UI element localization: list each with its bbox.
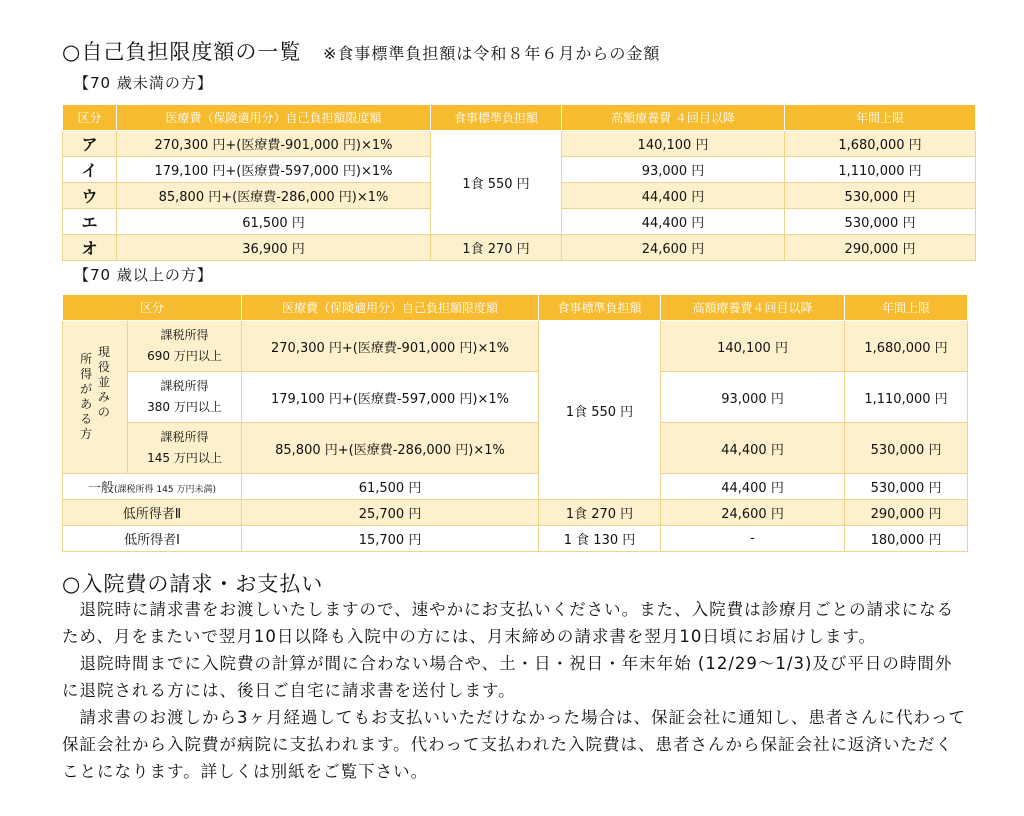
header-limit: 医療費（保険適用分）自己負担額限度額 — [117, 105, 431, 131]
low1-label: 低所得者Ⅰ — [63, 526, 242, 552]
section-title-billing: ○入院費の請求・お支払い — [62, 572, 324, 596]
high-cost-cell: 140,100 円 — [661, 321, 845, 372]
header-high-cost: 高額療養費 ４回目以降 — [562, 105, 785, 131]
category-cell — [128, 423, 242, 474]
annual-cell: 1,110,000 円 — [785, 157, 976, 183]
annual-cell: 530,000 円 — [785, 183, 976, 209]
header-annual: 年間上限 — [785, 105, 976, 131]
annual-cell: 290,000 円 — [845, 500, 968, 526]
row-label: イ — [63, 157, 117, 183]
limit-cell: 270,300 円+(医療費-901,000 円)×1% — [117, 131, 431, 157]
header-meal: 食事標準負担額 — [431, 105, 562, 131]
high-cost-cell: 44,400 円 — [661, 423, 845, 474]
paragraph-1: 退院時に請求書をお渡しいたしますので、速やかにお支払いください。また、入院費は診療月ごとの請求になるため、月をまたいで翌月10日以降も入院中の方には、月末締めの請求書を翌月10日頃にお届けします。 — [62, 600, 955, 646]
meal-cell: 1食 550 円 — [539, 321, 661, 500]
meal-cell: 1食 270 円 — [539, 500, 661, 526]
category-line2: 380 万円以上 — [147, 400, 222, 414]
limit-cell: 85,800 円+(医療費-286,000 円)×1% — [242, 423, 539, 474]
meal-cell: 1食 550 円 — [431, 131, 562, 235]
high-cost-cell: 24,600 円 — [661, 500, 845, 526]
high-cost-cell: 93,000 円 — [562, 157, 785, 183]
section-title-limits — [62, 36, 660, 66]
row-label: ア — [63, 131, 117, 157]
table-row — [63, 131, 976, 157]
table-over70 — [62, 294, 968, 552]
high-cost-cell: 44,400 円 — [661, 474, 845, 500]
general-label-cell — [63, 474, 242, 500]
table-row — [63, 321, 968, 372]
annual-cell: 1,110,000 円 — [845, 372, 968, 423]
limit-cell: 179,100 円+(医療費-597,000 円)×1% — [242, 372, 539, 423]
table-row — [63, 423, 968, 474]
section-note: ※食事標準負担額は令和８年６月からの金額 — [323, 44, 661, 63]
header-meal: 食事標準負担額 — [539, 295, 661, 321]
header-category: 区分 — [63, 105, 117, 131]
category-line1: 課税所得 — [160, 430, 209, 444]
group-label-cell — [63, 321, 128, 474]
general-label-note: (課税所得 145 万円未満) — [114, 485, 216, 495]
limit-cell: 61,500 円 — [242, 474, 539, 500]
table-header-row — [63, 295, 968, 321]
group-label-b: 現役並みの — [97, 344, 110, 419]
high-cost-cell: 140,100 円 — [562, 131, 785, 157]
category-line2: 690 万円以上 — [147, 349, 222, 363]
limit-cell: 36,900 円 — [117, 235, 431, 261]
category-line2: 145 万円以上 — [147, 451, 222, 465]
table-row — [63, 235, 976, 261]
high-cost-cell: 24,600 円 — [562, 235, 785, 261]
header-limit: 医療費（保険適用分）自己負担額限度額 — [242, 295, 539, 321]
category-line1: 課税所得 — [160, 328, 209, 342]
header-annual: 年間上限 — [845, 295, 968, 321]
row-label: ウ — [63, 183, 117, 209]
row-label: エ — [63, 209, 117, 235]
meal-cell: 1食 270 円 — [431, 235, 562, 261]
category-line1: 課税所得 — [160, 379, 209, 393]
high-cost-cell: 93,000 円 — [661, 372, 845, 423]
table-row — [63, 372, 968, 423]
category-cell — [128, 372, 242, 423]
annual-cell: 1,680,000 円 — [785, 131, 976, 157]
high-cost-cell: - — [661, 526, 845, 552]
category-cell — [128, 321, 242, 372]
paragraph-2: 退院時間までに入院費の計算が間に合わない場合や、土・日・祝日・年末年始 (12/29～1/3)及び平日の時間外に退院される方には、後日ご自宅に請求書を送付します。 — [62, 654, 953, 700]
subheading-over70: 【70 歳以上の方】 — [74, 266, 213, 284]
table-under70 — [62, 104, 976, 261]
limit-cell: 85,800 円+(医療費-286,000 円)×1% — [117, 183, 431, 209]
annual-cell: 290,000 円 — [785, 235, 976, 261]
annual-cell: 180,000 円 — [845, 526, 968, 552]
low2-label: 低所得者Ⅱ — [63, 500, 242, 526]
table-row — [63, 526, 968, 552]
header-high-cost: 高額療養費４回目以降 — [661, 295, 845, 321]
header-category: 区分 — [63, 295, 242, 321]
annual-cell: 530,000 円 — [845, 474, 968, 500]
subheading-under70: 【70 歳未満の方】 — [74, 74, 213, 92]
meal-cell: 1 食 130 円 — [539, 526, 661, 552]
annual-cell: 1,680,000 円 — [845, 321, 968, 372]
limit-cell: 15,700 円 — [242, 526, 539, 552]
table-row — [63, 500, 968, 526]
limit-cell: 25,700 円 — [242, 500, 539, 526]
billing-body — [62, 596, 967, 785]
section-title-text: ○自己負担限度額の一覧 — [62, 40, 302, 64]
high-cost-cell: 44,400 円 — [562, 183, 785, 209]
annual-cell: 530,000 円 — [845, 423, 968, 474]
limit-cell: 270,300 円+(医療費-901,000 円)×1% — [242, 321, 539, 372]
group-label-a: 所得がある方 — [80, 352, 93, 441]
limit-cell: 179,100 円+(医療費-597,000 円)×1% — [117, 157, 431, 183]
limit-cell: 61,500 円 — [117, 209, 431, 235]
row-label: オ — [63, 235, 117, 261]
table-header-row — [63, 105, 976, 131]
paragraph-3: 請求書のお渡しから3ヶ月経過してもお支払いいただけなかった場合は、保証会社に通知し、患者さんに代わって保証会社から入院費が病院に支払われます。代わって支払われた入院費は、患者さんから保証会社に返済いただくことになります。詳しくは別紙をご覧下さい。 — [62, 708, 966, 781]
general-label: 一般 — [88, 481, 115, 496]
annual-cell: 530,000 円 — [785, 209, 976, 235]
table-row — [63, 474, 968, 500]
high-cost-cell: 44,400 円 — [562, 209, 785, 235]
